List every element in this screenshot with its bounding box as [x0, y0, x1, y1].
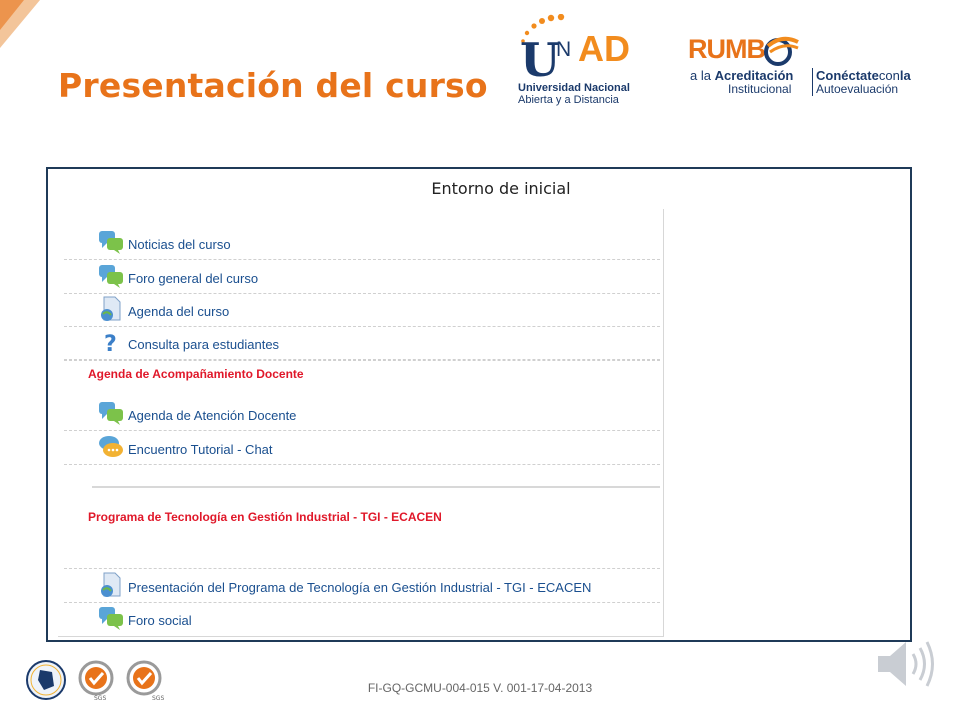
corner-decoration: [0, 0, 60, 60]
chat-icon: [98, 434, 124, 460]
unad-line2: Abierta y a Distancia: [518, 94, 619, 106]
rumbo-swirl-icon: [764, 36, 800, 68]
list-item-label[interactable]: Agenda del curso: [128, 304, 230, 319]
divider: [64, 568, 660, 569]
list-item-label[interactable]: Presentación del Programa de Tecnología en Gestión Industrial - TGI - ECACEN: [128, 580, 592, 595]
question-icon: [98, 329, 124, 355]
list-item-label[interactable]: Consulta para estudiantes: [128, 337, 280, 352]
list-item-agenda[interactable]: [64, 294, 660, 327]
rumbo-right-bold: Conéctate: [816, 68, 879, 83]
rumbo-right-bold2: la: [899, 68, 911, 83]
list-item-label[interactable]: Foro social: [128, 613, 192, 628]
certification-logos: [26, 658, 176, 702]
list-item-agenda-atencion[interactable]: [64, 398, 660, 431]
frame-caption: Entorno de inicial: [431, 179, 571, 198]
rumbo-line1: [690, 68, 793, 83]
rumbo-line2: Institucional: [728, 82, 792, 96]
list-item-foro-general[interactable]: [64, 261, 660, 294]
unad-subtitle: [518, 82, 630, 106]
unad-line1: Universidad Nacional: [518, 82, 630, 94]
svg-text:AD: AD: [578, 28, 630, 69]
list-item-label[interactable]: Encuentro Tutorial - Chat: [128, 442, 273, 457]
list-item-consulta[interactable]: [64, 327, 660, 360]
speaker-icon[interactable]: [876, 636, 938, 692]
list-item-label[interactable]: Agenda de Atención Docente: [128, 408, 297, 423]
rumbo-separator: [812, 68, 813, 96]
list-item-noticias[interactable]: [64, 227, 660, 260]
list-item-presentacion-programa[interactable]: [64, 570, 660, 603]
list-item-label[interactable]: Noticias del curso: [128, 237, 231, 252]
svg-text:SGS: SGS: [94, 695, 107, 702]
rumbo-right-line2: Autoevaluación: [816, 82, 899, 96]
section-title-agenda: Agenda de Acompañamiento Docente: [88, 367, 304, 381]
svg-text:N: N: [556, 38, 572, 61]
page-globe-icon: [98, 296, 124, 322]
forum-icon: [98, 229, 124, 255]
svg-text:U: U: [520, 33, 561, 87]
forum-icon: [98, 605, 124, 631]
slide-title: Presentación del curso: [58, 66, 488, 105]
divider: [64, 360, 660, 361]
rumbo-line1-prefix: a la: [690, 68, 715, 83]
rumbo-word: RUMB: [688, 34, 765, 64]
rumbo-right-thin: con: [878, 68, 900, 83]
svg-text:?: ?: [104, 332, 117, 355]
rumbo-logo: [688, 34, 933, 100]
section-divider: [92, 486, 660, 488]
section-title-programa: Programa de Tecnología en Gestión Industrial - TGI - ECACEN: [88, 510, 442, 524]
rumbo-right-line1: [816, 68, 911, 83]
forum-icon: [98, 263, 124, 289]
list-item-foro-social[interactable]: [64, 603, 660, 636]
page-globe-icon: [98, 572, 124, 598]
list-item-label[interactable]: Foro general del curso: [128, 271, 259, 286]
document-code: FI-GQ-GCMU-004-015 V. 001-17-04-2013: [367, 681, 593, 695]
svg-text:SGS: SGS: [152, 695, 165, 702]
course-screenshot-frame: [46, 167, 912, 642]
rumbo-line1-bold: Acreditación: [714, 68, 794, 83]
forum-icon: [98, 400, 124, 426]
course-block-panel: [58, 209, 664, 637]
list-item-chat[interactable]: [64, 432, 660, 465]
